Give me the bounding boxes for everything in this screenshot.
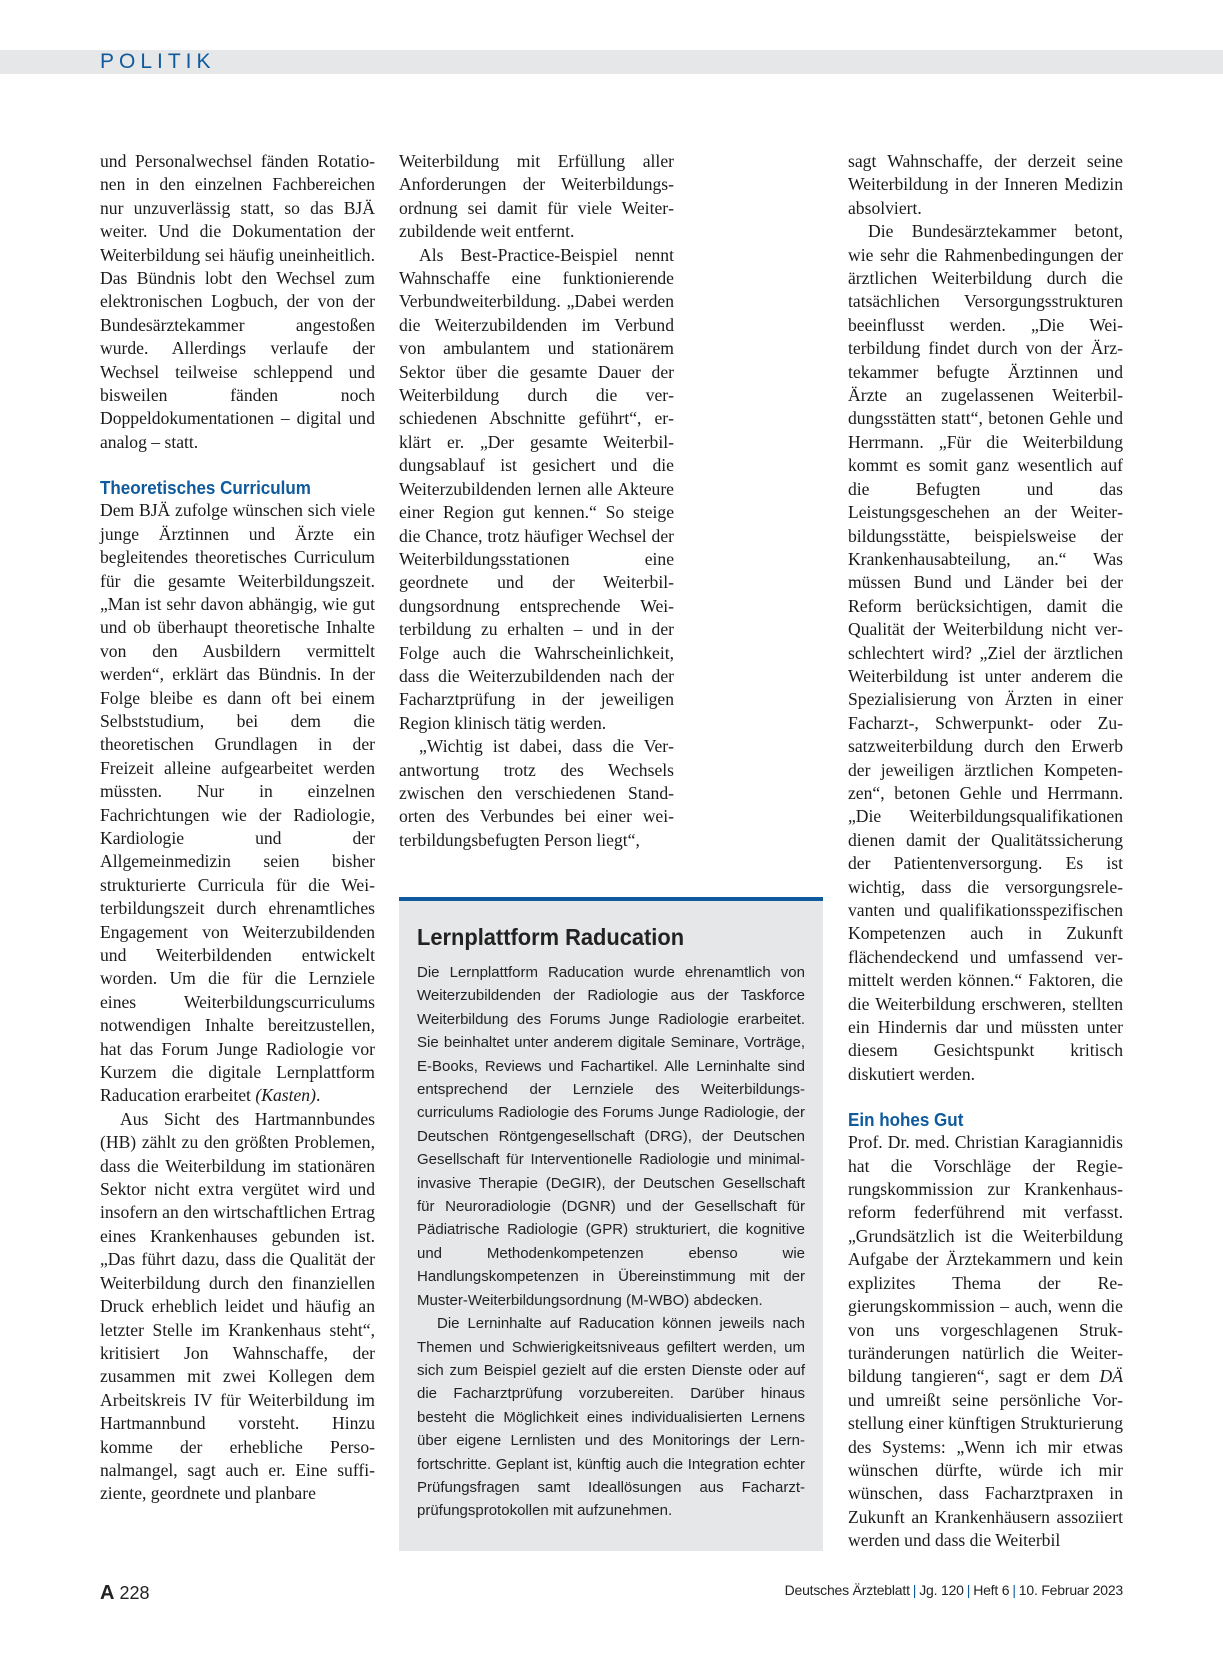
paragraph: Aus Sicht des Hartmannbundes (HB) zählt zu den größten Problemen, dass die Weiterbildung im stationären Sektor nicht extra vergütet wird und insofern an den wirtschaftlichen Ertrag eines Krankenhauses gebunden ist. „Das führt dazu, dass die Qualität der Weiterbildung durch den finanziellen Druck erheblich leidet und häufig an letzter Stelle im Krankenhaus steht“, kritisiert Jon Wahnschaffe, der zusammen mit zwei Kollegen dem Arbeitskreis IV für Weiterbildung im Hartmannbund vorsteht. Hinzu komme der erhebliche Personalmangel, sagt auch er. Eine suffiziente, geordnete und planbare [100, 1108, 375, 1504]
paragraph: Weiterbildung mit Erfüllung aller Anforderungen der Weiterbildungsordnung sei damit für viele Weiterzubildende weit entfernt. [399, 151, 674, 242]
section-title: POLITIK [100, 50, 216, 73]
info-box-paragraph: Die Lerninhalte auf Raducation können jeweils nach Themen und Schwierigkeitsniveaus gefiltert werden, um sich zum Beispiel gezielt auf die ersten Dienste oder auf die Facharztprüfung vorzubereiten. Darüber hinaus besteht die Möglichkeit eines individualisierten Lernens über eigene Lernlisten und des Monitorings der Lernfortschritte. Geplant ist, künftig auch die Integration echter Prüfungsfragen samt Ideallösungen aus Facharztprüfungsprotokollen mit aufzunehmen. [417, 1315, 805, 1520]
page-number: A 228 [100, 1582, 150, 1604]
column-2 [399, 150, 674, 852]
info-box [399, 897, 823, 1551]
publication-abbreviation: DÄ [1099, 1366, 1123, 1387]
column-3 [848, 150, 1123, 1553]
journal-date: 10. Februar 2023 [1018, 1582, 1123, 1598]
subheading: Theoretisches Curriculum [100, 477, 311, 499]
paragraph: Dem BJÄ zufolge wünschen sich viele junge Ärztinnen und Ärzte ein begleitendes theoretisches Curriculum für die gesamte Weiterbildungszeit. „Man ist sehr davon abhängig, wie gut und ob überhaupt theoretische Inhalte von den Ausbildern vermittelt werden“, erklärt das Bündnis. In der Folge bleibe es dann oft bei einem Selbststudium, bei dem die theoretischen Grundlagen in der Freizeit alleine aufgearbeitet werden müssten. Nur in einzelnen Fachrichtungen wie der Radiologie, Kardiologie und der Allgemeinmedizin seien bisher strukturierte Curricula für die Weiterbildungszeit durch ehrenamtliches Engagement von Weiterzubildenden und Weiterbildenden entwickelt worden. Um die für die Lernziele eines Weiterbildungscurriculums notwendigen Inhalte bereitzustellen, hat das Forum Junge Radiologie vor Kurzem die digitale Lernplattform Raducation erarbeitet (Kasten). [100, 500, 375, 1106]
column-1 [100, 150, 375, 1506]
info-box-title: Lernplattform Raducation [417, 924, 685, 950]
paragraph: Als Best-Practice-Beispiel nennt Wahnschaffe eine funktionierende Verbundweiterbildung. „Dabei werden die Weiterzubildenden im Verbund von ambulantem und stationärem Sektor über die gesamte Dauer der Weiterbildung durch die verschiedenen Abschnitte geführt“, erklärt er. „Der gesamte Weiterbildungsablauf ist gesichert und die Weiterzubildenden lernen alle Akteure einer Region gut kennen.“ So steige die Chance, trotz häufiger Wechsel der Weiterbildungsstationen eine geordnete und der Weiterbildungsordnung entsprechende Weiterbildung zu erhalten – und in der Folge auch die Wahrscheinlichkeit, dass die Weiterzubildenden nach der Facharztprüfung in der jeweiligen Region klinisch tätig werden. [399, 244, 674, 733]
journal-volume: Jg. 120 [919, 1582, 964, 1598]
paragraph: sagt Wahnschaffe, der derzeit seine Weiterbildung in der Inneren Medizin absolviert. [848, 151, 1123, 218]
box-reference: (Kasten) [255, 1085, 316, 1106]
info-box-paragraph: Die Lernplattform Raducation wurde ehrenamtlich von Weiterzubildenden der Radiologie aus der Taskforce Weiterbildung des Forums Junge Radiologie erarbeitet. Sie beinhaltet unter anderem digitale Seminare, Vorträge, E-Books, Reviews und Fachartikel. Alle Lerninhalte sind entsprechend der Lernziele des Weiterbildungscurriculums Radiologie des Forums Junge Radiologie, der Deutschen Röntgengesellschaft (DRG), der Deutschen Gesellschaft für Interventionelle Radiologie und minimal-invasive Therapie (DeGIR), der Deutschen Gesellschaft für Neuroradiologie (DGNR) und der Gesellschaft für Pädiatrische Radiologie (GPR) strukturiert, die kognitive und Methodenkompetenzen ebenso wie Handlungskompetenzen in Übereinstimmung mit der Muster-Weiterbildungsordnung (M-WBO) abdecken. [417, 964, 805, 1309]
paragraph: und Personalwechsel fänden Rotationen in den einzelnen Fachbereichen nur unzuverlässig statt, so das BJÄ weiter. Und die Dokumentation der Weiterbildung sei häufig uneinheitlich. Das Bündnis lobt den Wechsel zum elektronischen Logbuch, der von der Bundesärztekammer angestoßen wurde. Allerdings verlaufe der Wechsel teilweise schleppend und bisweilen fänden noch Doppeldokumentationen – digital und analog – statt. [100, 151, 375, 452]
journal-info: Deutsches Ärzteblatt | Jg. 120 | Heft 6 | 10. Februar 2023 [784, 1582, 1123, 1598]
journal-name: Deutsches Ärzteblatt [784, 1582, 910, 1598]
paragraph: Die Bundesärztekammer betont, wie sehr die Rahmenbedingungen der ärztlichen Weiterbildung durch die tatsächlichen Versorgungsstrukturen beeinflusst werden. „Die Weiterbildung findet durch von der Ärztekammer befugte Ärztinnen und Ärzte an zugelassenen Weiterbildungsstätten statt“, betonen Gehle und Herrmann. „Für die Weiterbildung kommt es somit ganz wesentlich auf die Befugten und das Leistungsgeschehen an der Weiterbildungsstätte, beispielsweise der Krankenhausabteilung, an.“ Was müssen Bund und Länder bei der Reform berücksichtigen, damit die Qualität der Weiterbildung nicht verschlechtert wird? „Ziel der ärztlichen Weiterbildung ist unter anderem die Spezialisierung von Ärzten in einer Facharzt-, Schwerpunkt- oder Zusatzweiterbildung durch den Erwerb der jeweiligen ärztlichen Kompetenzen“, betonen Gehle und Herrmann. „Die Weiterbildungsqualifikationen dienen damit der Qualitätssicherung der Patientenversorgung. Es ist wichtig, dass die versorgungsrelevanten und qualifikationsspezifischen Kompetenzen auch in Zukunft flächendeckend und umfassend vermittelt werden können.“ Faktoren, die die Weiterbildung erschweren, stellten ein Hindernis dar und müssten unter diesem Gesichtspunkt kritisch diskutiert werden. [848, 221, 1123, 1084]
paragraph: „Wichtig ist dabei, dass die Verantwortung trotz des Wechsels zwischen den verschiedenen Standorten des Verbundes bei einer weiterbildungsbefugten Person liegt“, [399, 736, 674, 850]
paragraph: Prof. Dr. med. Christian Karagiannidis hat die Vorschläge der Regierungskommission zur Krankenhausreform federführend mit verfasst. „Grundsätzlich ist die Weiterbildung Aufgabe der Ärztekammern und kein explizites Thema der Regierungskommission – auch, wenn die von uns vorgeschlagenen Strukturänderungen natürlich die Weiterbildung tangieren“, sagt er dem DÄ und umreißt seine persönliche Vorstellung einer künftigen Strukturierung des Systems: „Wenn ich mir etwas wünschen dürfte, würde ich mir wünschen, dass Facharztpraxen in Zukunft an Krankenhäusern assoziiert werden und dass die Weiterbil [848, 1132, 1123, 1551]
subheading: Ein hohes Gut [848, 1109, 964, 1131]
journal-issue: Heft 6 [973, 1582, 1010, 1598]
